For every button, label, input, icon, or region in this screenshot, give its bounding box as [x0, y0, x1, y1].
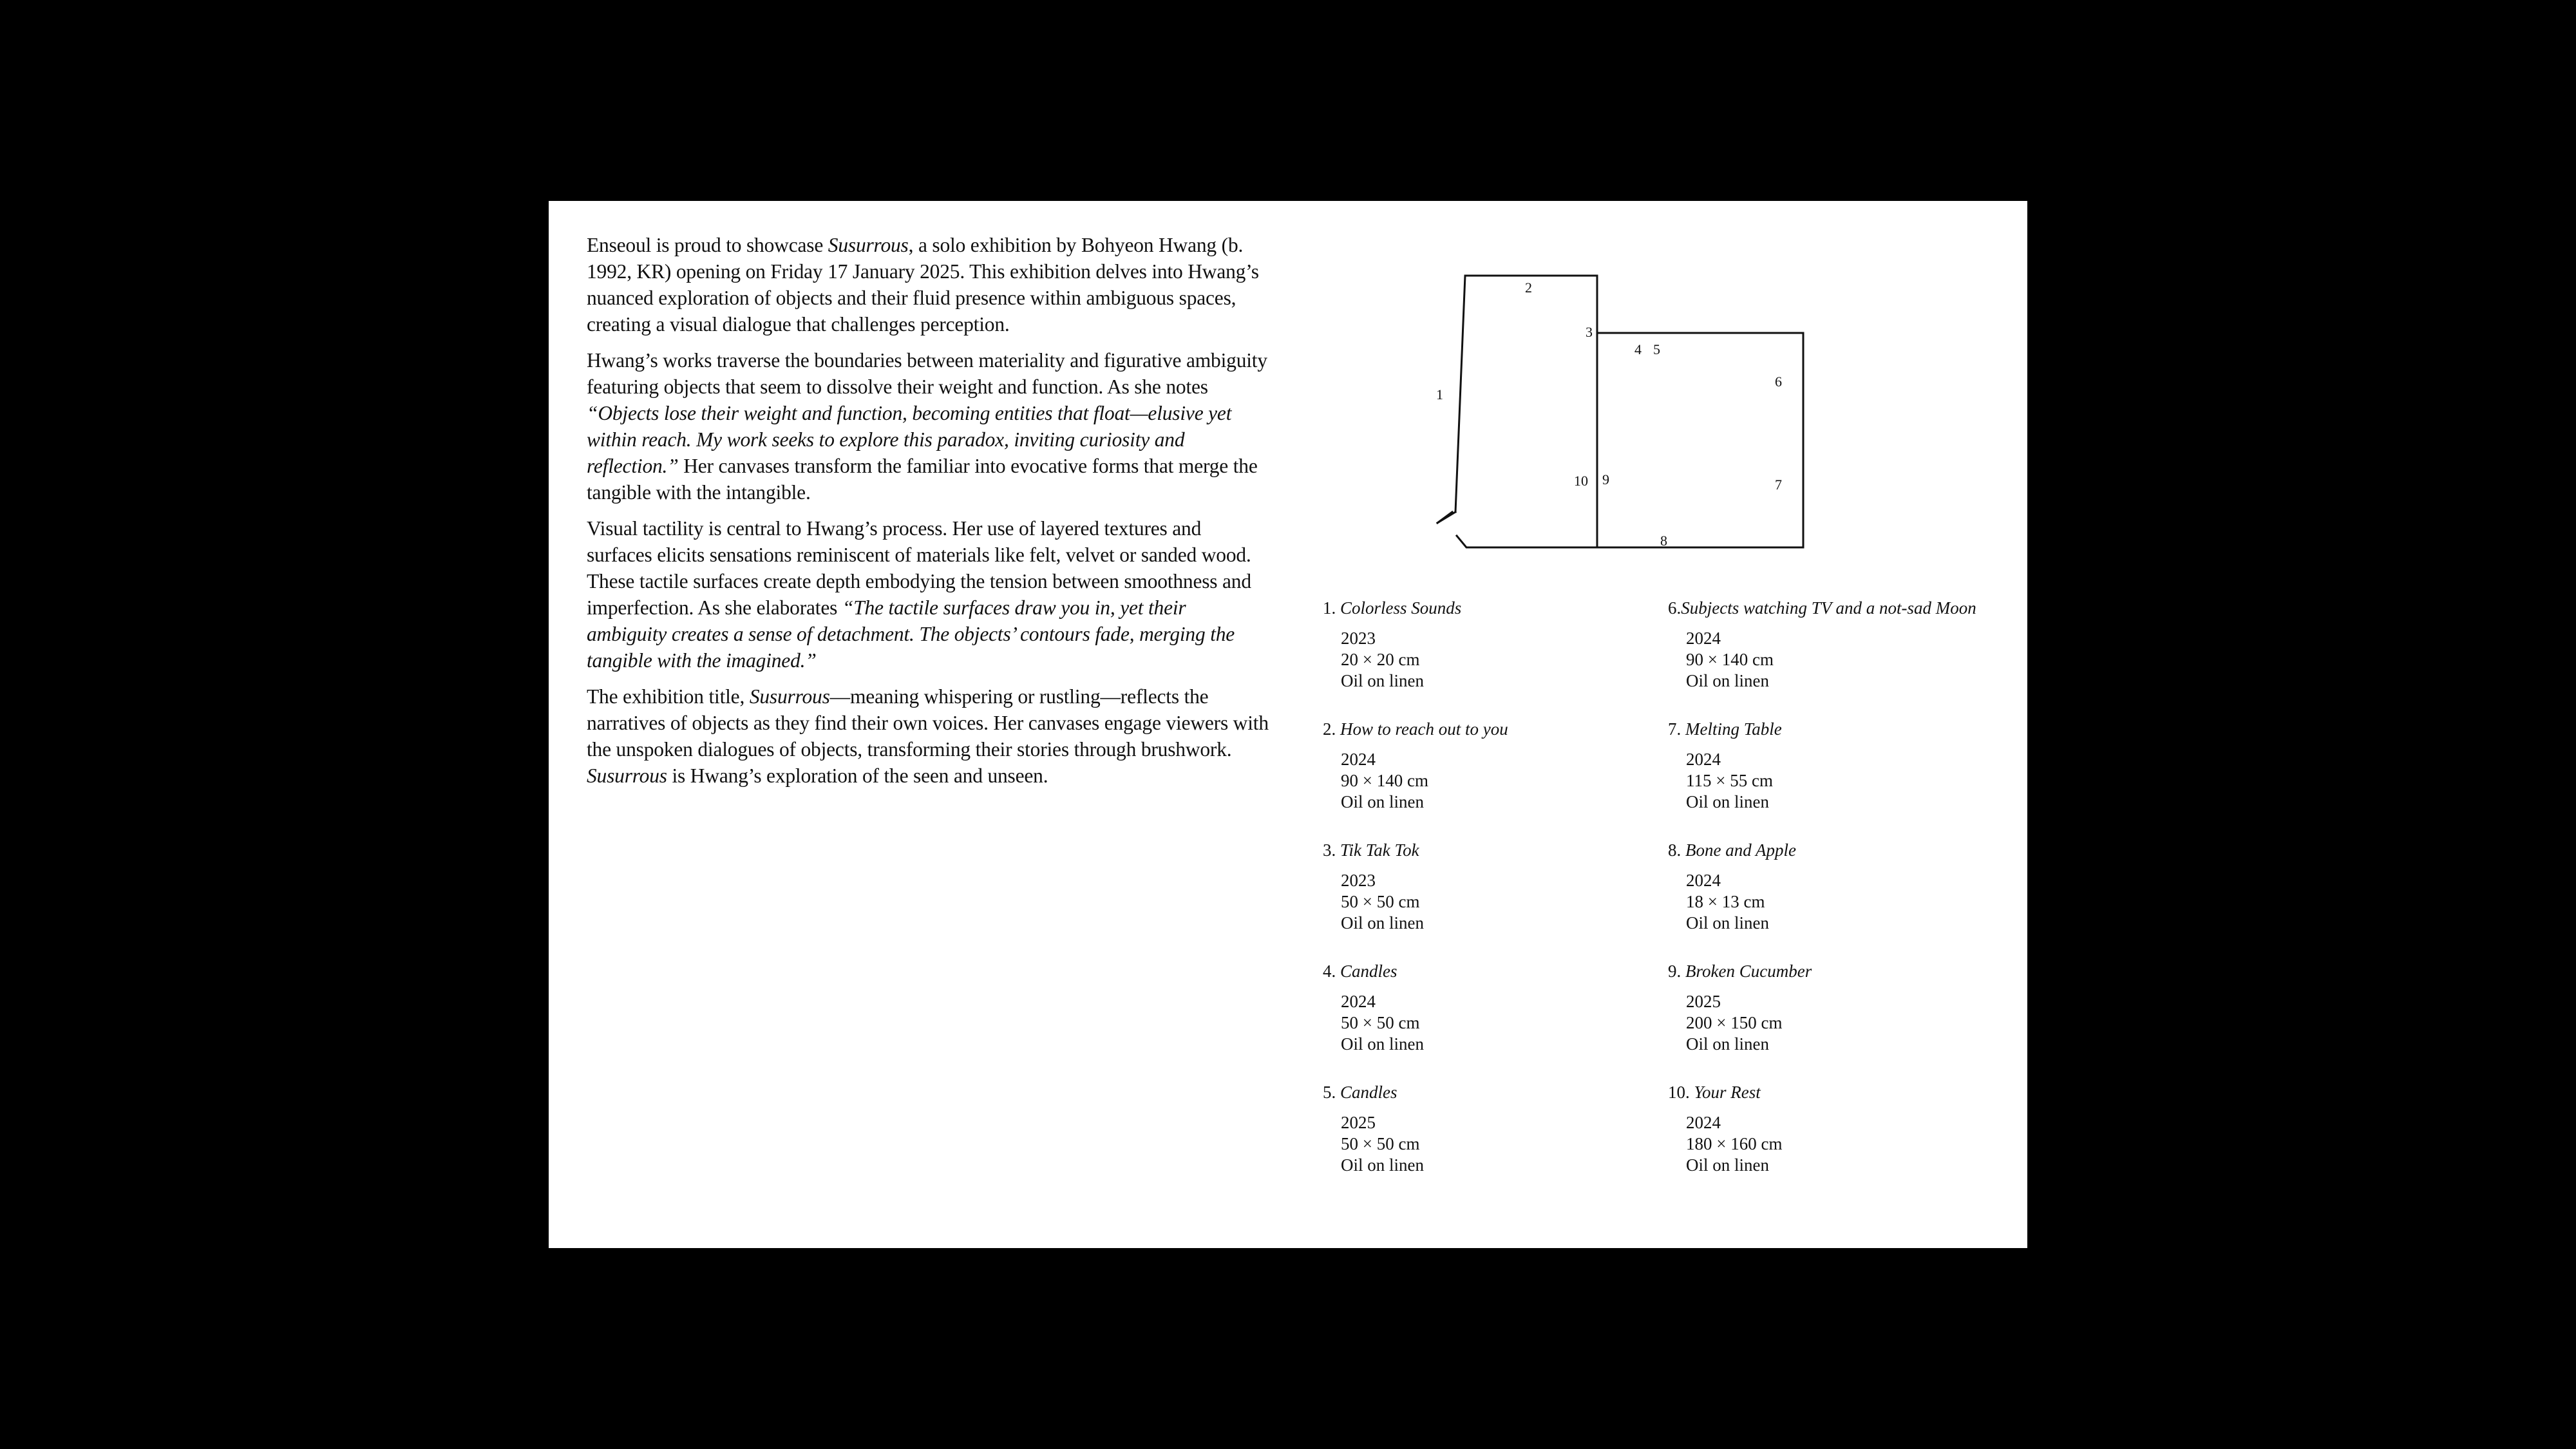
work-year: 2024: [1686, 629, 1721, 648]
work-year: 2024: [1341, 750, 1376, 769]
work-size: 18 × 13 cm: [1686, 892, 1765, 911]
plan-label-5: 5: [1653, 341, 1660, 357]
work-medium: Oil on linen: [1341, 1034, 1424, 1054]
work-medium: Oil on linen: [1341, 792, 1424, 811]
work-title: Subjects watching TV and a not-sad Moon: [1681, 598, 1976, 618]
work-year: 2024: [1341, 992, 1376, 1011]
work-title: Colorless Sounds: [1340, 598, 1462, 618]
essay-paragraph-1: Enseoul is proud to showcase Susurrous, a solo exhibition by Bohyeon Hwang (b. 1992, KR) opening on Friday 17 January 2025. This exhibition delves into Hwang’s nuanced exploration of objects and their fluid presence within ambiguous spaces, creating a visual dialogue that challenges perception.: [587, 234, 1259, 336]
work-size: 200 × 150 cm: [1686, 1013, 1783, 1032]
work-item-1: 1. Colorless Sounds 2023 20 × 20 cm Oil on linen: [1323, 598, 1462, 690]
work-medium: Oil on linen: [1686, 913, 1769, 933]
plan-label-4: 4: [1634, 341, 1642, 357]
essay-paragraph-2: Hwang’s works traverse the boundaries between materiality and figurative ambiguity featuring objects that seem to dissolve their weight and function. As she notes “Objects lose their weight and function, becoming entities that float—elusive yet within reach. My work seeks to explore this paradox, inviting curiosity and reflection.” Her canvases transform the familiar into evocative forms that merge the tangible with the intangible.: [587, 349, 1267, 504]
work-medium: Oil on linen: [1341, 913, 1424, 933]
work-size: 50 × 50 cm: [1341, 892, 1420, 911]
work-item-6: 6.Subjects watching TV and a not-sad Moon 2024 90 × 140 cm Oil on linen: [1668, 598, 1976, 690]
plan-label-3: 3: [1586, 324, 1593, 340]
work-title: Melting Table: [1685, 719, 1782, 739]
work-item-4: 4. Candles 2024 50 × 50 cm Oil on linen: [1323, 961, 1424, 1054]
essay-paragraph-4: The exhibition title, Susurrous—meaning whispering or rustling—reflects the narratives of objects as they find their own voices. Her canvases engage viewers with the unspoken dialogues of objects, transforming their stories through brushwork. Susurrous is Hwang’s exploration of the seen and unseen.: [587, 685, 1269, 787]
plan-label-6: 6: [1775, 374, 1782, 390]
work-medium: Oil on linen: [1686, 671, 1769, 690]
work-year: 2024: [1686, 750, 1721, 769]
work-medium: Oil on linen: [1686, 1034, 1769, 1054]
work-year: 2025: [1686, 992, 1721, 1011]
work-item-5: 5. Candles 2025 50 × 50 cm Oil on linen: [1323, 1083, 1424, 1175]
exhibition-page: [549, 201, 2027, 1248]
plan-label-10: 10: [1574, 473, 1588, 489]
plan-label-1: 1: [1436, 386, 1443, 402]
work-year: 2025: [1341, 1113, 1376, 1132]
works-list: [549, 201, 2027, 1248]
work-year: 2023: [1341, 871, 1376, 890]
work-year: 2023: [1341, 629, 1376, 648]
plan-label-7: 7: [1775, 477, 1782, 493]
work-title: Candles: [1340, 1083, 1397, 1102]
work-title: Your Rest: [1694, 1083, 1761, 1102]
work-item-9: 9. Broken Cucumber 2025 200 × 150 cm Oil on linen: [1668, 961, 1812, 1054]
work-title: Broken Cucumber: [1685, 961, 1812, 981]
work-medium: Oil on linen: [1341, 1155, 1424, 1175]
work-size: 115 × 55 cm: [1686, 771, 1773, 790]
work-size: 180 × 160 cm: [1686, 1134, 1783, 1153]
plan-label-2: 2: [1525, 279, 1532, 296]
work-size: 20 × 20 cm: [1341, 650, 1420, 669]
work-size: 90 × 140 cm: [1686, 650, 1774, 669]
work-title: Tik Tak Tok: [1340, 840, 1419, 860]
work-year: 2024: [1686, 871, 1721, 890]
work-item-2: 2. How to reach out to you 2024 90 × 140 cm Oil on linen: [1323, 719, 1508, 811]
work-item-3: 3. Tik Tak Tok 2023 50 × 50 cm Oil on linen: [1323, 840, 1424, 933]
work-medium: Oil on linen: [1341, 671, 1424, 690]
work-item-8: 8. Bone and Apple 2024 18 × 13 cm Oil on linen: [1668, 840, 1796, 933]
work-item-10: 10. Your Rest 2024 180 × 160 cm Oil on linen: [1668, 1083, 1783, 1175]
work-item-7: 7. Melting Table 2024 115 × 55 cm Oil on linen: [1668, 719, 1782, 811]
work-title: Bone and Apple: [1685, 840, 1796, 860]
work-size: 50 × 50 cm: [1341, 1134, 1420, 1153]
plan-label-8: 8: [1660, 533, 1667, 549]
plan-label-9: 9: [1602, 471, 1609, 488]
work-title: Candles: [1340, 961, 1397, 981]
work-size: 50 × 50 cm: [1341, 1013, 1420, 1032]
work-medium: Oil on linen: [1686, 792, 1769, 811]
essay-paragraph-3: Visual tactility is central to Hwang’s process. Her use of layered textures and surfaces elicits sensations reminiscent of materials like felt, velvet or sanded wood. These tactile surfaces create depth embodying the tension between smoothness and imperfection. As she elaborates “The tactile surfaces draw you in, yet their ambiguity creates a sense of detachment. The objects’ contours fade, merging the tangible with the imagined.”: [587, 517, 1251, 672]
work-title: How to reach out to you: [1340, 719, 1508, 739]
work-year: 2024: [1686, 1113, 1721, 1132]
work-medium: Oil on linen: [1686, 1155, 1769, 1175]
work-size: 90 × 140 cm: [1341, 771, 1428, 790]
